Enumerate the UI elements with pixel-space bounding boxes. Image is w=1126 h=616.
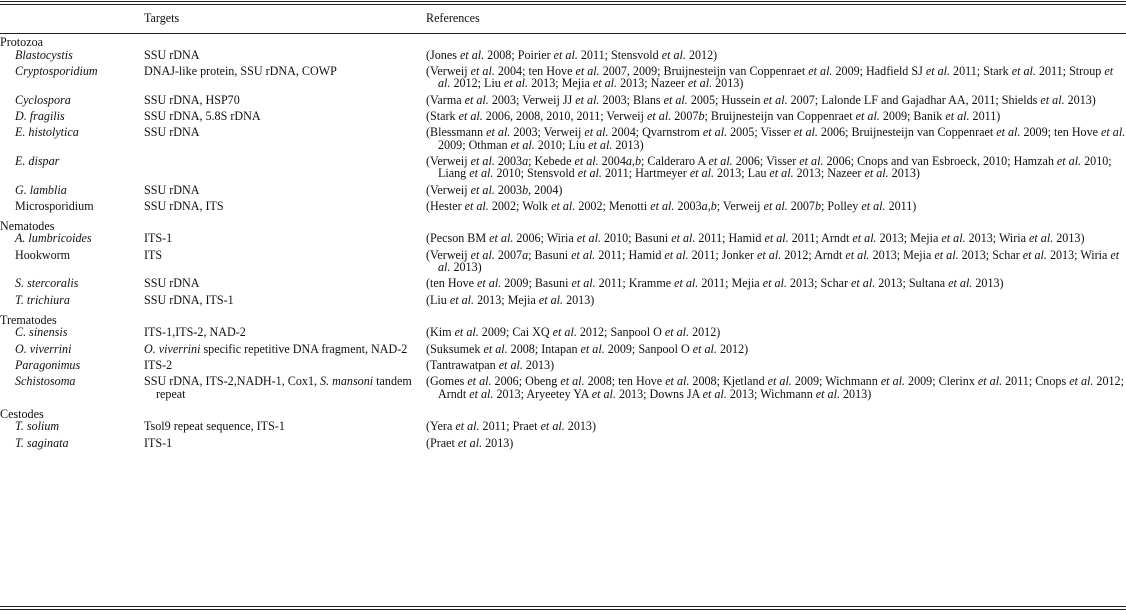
- organism-cell: T. solium: [15, 419, 60, 434]
- targets-cell: [144, 155, 426, 184]
- bottom-rule-2: [0, 609, 1126, 610]
- organism-cell: C. sinensis: [15, 325, 68, 340]
- targets-cell: [144, 200, 426, 216]
- references-text: (Yera et al. 2011; Praet et al. 2013): [426, 419, 596, 434]
- targets-text: Tsol9 repeat sequence, ITS-1: [144, 419, 285, 434]
- table-row: [0, 326, 1126, 342]
- references-cell: [426, 277, 1126, 293]
- targets-cell: [144, 110, 426, 126]
- targets-text: SSU rDNA: [144, 276, 200, 291]
- targets-cell: [144, 126, 426, 155]
- references-cell: [426, 294, 1126, 310]
- references-text: (Hester et al. 2002; Wolk et al. 2002; Menotti et al. 2003a,b; Verweij et al. 2007b; Polley et al. 2011): [426, 198, 917, 213]
- targets-text: DNAJ-like protein, SSU rDNA, COWP: [144, 63, 337, 78]
- table-row: [0, 375, 1126, 404]
- targets-cell: [144, 437, 426, 453]
- top-rule-2: [0, 4, 1126, 5]
- table-row: [0, 49, 1126, 65]
- references-cell: [426, 110, 1126, 126]
- targets-text: ITS-1: [144, 231, 173, 246]
- targets-text: SSU rDNA: [144, 124, 200, 139]
- top-rule-1: [0, 1, 1126, 2]
- table-row: [0, 420, 1126, 436]
- targets-text: ITS-1: [144, 435, 173, 450]
- targets-cell: [144, 326, 426, 342]
- references-cell: [426, 420, 1126, 436]
- targets-cell: [144, 359, 426, 375]
- targets-text: O. viverrini specific repetitive DNA fragment, NAD-2: [144, 341, 408, 356]
- targets-cell: [144, 294, 426, 310]
- targets-cell: [144, 232, 426, 248]
- targets-cell: [144, 184, 426, 200]
- table-row: [0, 110, 1126, 126]
- group-row: [0, 404, 1126, 421]
- targets-text: SSU rDNA: [144, 47, 200, 62]
- targets-cell: [144, 375, 426, 404]
- references-text: (Stark et al. 2006, 2008, 2010, 2011; Verweij et al. 2007b; Bruijnesteijn van Coppenraet et al. 2009; Banik et al. 2011): [426, 108, 1001, 123]
- group-label: Protozoa: [0, 35, 43, 49]
- table-row: [0, 94, 1126, 110]
- targets-text: SSU rDNA, ITS: [144, 198, 224, 213]
- targets-cell: [144, 65, 426, 94]
- references-text: (Varma et al. 2003; Verweij JJ et al. 2003; Blans et al. 2005; Hussein et al. 2007; Lalonde LF and Gajadhar AA, 2011; Shields et al. 2013): [426, 92, 1096, 107]
- references-cell: [426, 184, 1126, 200]
- references-text: (Liu et al. 2013; Mejia et al. 2013): [426, 292, 595, 307]
- group-label: Cestodes: [0, 406, 44, 421]
- targets-text: SSU rDNA: [144, 182, 200, 197]
- organism-cell: G. lamblia: [15, 182, 67, 197]
- targets-cell: [144, 343, 426, 359]
- group-row: [0, 310, 1126, 327]
- targets-text: SSU rDNA, ITS-1: [144, 292, 234, 307]
- references-cell: [426, 65, 1126, 94]
- table-row: [0, 184, 1126, 200]
- references-text: (Praet et al. 2013): [426, 435, 514, 450]
- header-organism: [0, 11, 144, 32]
- references-text: (Verweij et al. 2007a; Basuni et al. 2011; Hamid et al. 2011; Jonker et al. 2012; Arndt et al. 2013; Mejia et al. 2013; Schar et al. 2013; Wiria et al. 2013): [426, 247, 1120, 275]
- targets-cell: [144, 420, 426, 436]
- references-text: (Suksumek et al. 2008; Intapan et al. 2009; Sanpool O et al. 2012): [426, 341, 749, 356]
- references-text: (Verweij et al. 2003b, 2004): [426, 182, 563, 197]
- targets-cell: [144, 249, 426, 278]
- references-cell: [426, 359, 1126, 375]
- header-rule: [0, 33, 1126, 34]
- references-text: (ten Hove et al. 2009; Basuni et al. 2011; Kramme et al. 2011; Mejia et al. 2013; Schar et al. 2013; Sultana et al. 2013): [426, 276, 1004, 291]
- references-text: (Tantrawatpan et al. 2013): [426, 357, 555, 372]
- organism-cell: E. dispar: [15, 153, 60, 168]
- references-cell: [426, 49, 1126, 65]
- organism-cell: Schistosoma: [15, 373, 76, 388]
- references-text: (Kim et al. 2009; Cai XQ et al. 2012; Sanpool O et al. 2012): [426, 325, 721, 340]
- table-row: [0, 126, 1126, 155]
- bottom-rule-1: [0, 606, 1126, 607]
- targets-text: ITS-2: [144, 357, 173, 372]
- table-row: [0, 294, 1126, 310]
- references-text: (Gomes et al. 2006; Obeng et al. 2008; ten Hove et al. 2008; Kjetland et al. 2009; Wichmann et al. 2009; Clerinx et al. 2011; Cnops et al. 2012; Arndt et al. 2013; Aryeetey YA et al. 2013; Downs JA et al. 2013; Wichmann et al. 2013): [426, 373, 1124, 401]
- references-text: (Jones et al. 2008; Poirier et al. 2011; Stensvold et al. 2012): [426, 47, 718, 62]
- organism-cell: D. fragilis: [15, 108, 65, 123]
- table-row: [0, 200, 1126, 216]
- header-references: References: [426, 11, 480, 25]
- references-text: (Verweij et al. 2004; ten Hove et al. 2007, 2009; Bruijnesteijn van Coppenraet et al. 2009; Hadfield SJ et al. 2011; Stark et al. 2011; Stroup et al. 2012; Liu et al. 2013; Mejia et al. 2013; Nazeer et al. 2013): [426, 63, 1114, 91]
- targets-text: ITS: [144, 247, 163, 262]
- references-cell: [426, 437, 1126, 453]
- organism-cell: Cryptosporidium: [15, 63, 98, 78]
- organism-cell: Blastocystis: [15, 47, 73, 62]
- table-row: [0, 155, 1126, 184]
- references-cell: [426, 126, 1126, 155]
- targets-cell: [144, 94, 426, 110]
- table-header: [0, 11, 1126, 32]
- table-row: [0, 437, 1126, 453]
- references-text: (Blessmann et al. 2003; Verweij et al. 2004; Qvarnstrom et al. 2005; Visser et al. 2006; Bruijnesteijn van Coppenraet et al. 2009; ten Hove et al. 2009; Othman et al. 2010; Liu et al. 2013): [426, 124, 1126, 152]
- references-cell: [426, 155, 1126, 184]
- references-cell: [426, 375, 1126, 404]
- organism-cell: O. viverrini: [15, 341, 72, 356]
- targets-text: ITS-1,ITS-2, NAD-2: [144, 325, 246, 340]
- references-cell: [426, 343, 1126, 359]
- organism-cell: Cyclospora: [15, 92, 71, 107]
- parasite-pcr-table: [0, 11, 1126, 453]
- organism-cell: T. saginata: [15, 435, 69, 450]
- organism-cell: Microsporidium: [15, 198, 94, 213]
- table-body: [0, 32, 1126, 453]
- table-row: [0, 277, 1126, 293]
- group-label: Trematodes: [0, 312, 57, 327]
- table-row: [0, 343, 1126, 359]
- organism-cell: Hookworm: [15, 247, 71, 262]
- table-row: [0, 249, 1126, 278]
- references-text: (Verweij et al. 2003a; Kebede et al. 2004a,b; Calderaro A et al. 2006; Visser et al. 2006; Cnops and van Esbroeck, 2010; Hamzah et al. 2010; Liang et al. 2010; Stensvold et al. 2011; Hartmeyer et al. 2013; Lau et al. 2013; Nazeer et al. 2013): [426, 153, 1112, 181]
- organism-cell: E. histolytica: [15, 124, 79, 139]
- table-row: [0, 232, 1126, 248]
- table-row: [0, 65, 1126, 94]
- organism-cell: A. lumbricoides: [15, 231, 92, 246]
- references-cell: [426, 232, 1126, 248]
- group-label: Nematodes: [0, 218, 55, 233]
- targets-cell: [144, 49, 426, 65]
- references-cell: [426, 200, 1126, 216]
- references-cell: [426, 249, 1126, 278]
- organism-cell: T. trichiura: [15, 292, 70, 307]
- references-cell: [426, 94, 1126, 110]
- references-cell: [426, 326, 1126, 342]
- group-row: [0, 32, 1126, 49]
- targets-text: SSU rDNA, ITS-2,NADH-1, Cox1, S. mansoni tandem repeat: [144, 373, 412, 401]
- organism-cell: Paragonimus: [15, 357, 81, 372]
- targets-text: SSU rDNA, HSP70: [144, 92, 240, 107]
- targets-text: SSU rDNA, 5.8S rDNA: [144, 108, 261, 123]
- organism-cell: S. stercoralis: [15, 276, 79, 291]
- header-targets: Targets: [144, 11, 180, 25]
- group-row: [0, 216, 1126, 233]
- references-text: (Pecson BM et al. 2006; Wiria et al. 2010; Basuni et al. 2011; Hamid et al. 2011; Arndt et al. 2013; Mejia et al. 2013; Wiria et al. 2013): [426, 231, 1085, 246]
- targets-cell: [144, 277, 426, 293]
- table-row: [0, 359, 1126, 375]
